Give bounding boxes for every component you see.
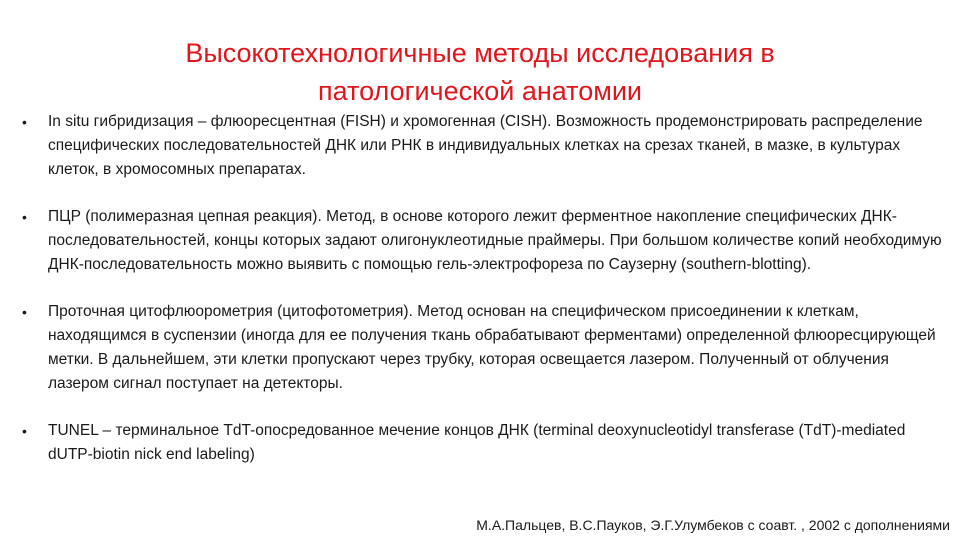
method-description: Метод основан на специфическом присоединении к клеткам, находящимся в суспензии (иногда для ее получения ткань обрабатывают ферментами) определенной флюоресцирующей метки. В дальнейшем, эти клетки пропускают через трубку, которая освещается лазером. Полученный от облучения лазером сигнал поступает на детекторы.: [48, 303, 936, 392]
method-term: Проточная цитофлюорометрия (цитофотометрия).: [48, 303, 413, 320]
list-item-tunel: [22, 419, 950, 467]
list-item-pcr: [22, 205, 950, 277]
bullet-icon: •: [22, 304, 27, 320]
method-term: ПЦР (полимеразная цепная реакция).: [48, 208, 322, 225]
bullet-icon: •: [22, 423, 27, 439]
list-item-in-situ: [22, 110, 950, 182]
slide-title-line-2: патологической анатомии: [318, 76, 642, 106]
method-description: Возможность продемонстрировать распределение специфических последовательностей ДНК или РНК в индивидуальных клетках на срезах тканей, в мазке, в культурах клеток, в хромосомных препаратах.: [48, 113, 923, 178]
method-term: In situ гибридизация – флюоресцентная (FISH) и хромогенная (CISH).: [48, 113, 552, 130]
slide-title-line-1: Высокотехнологичные методы исследования в: [185, 38, 775, 68]
methods-list: [22, 110, 950, 490]
method-description: – терминальное TdT-опосредованное мечение концов ДНК (terminal deoxynucleotidyl transferase (TdT)-mediated dUTP-biotin nick end labeling): [48, 422, 906, 463]
method-description: Метод, в основе которого лежит ферментное накопление специфических ДНК-последовательностей, концы которых задают олигонуклеотидные праймеры. При большом количестве копий необходимую ДНК-последовательность можно выявить с помощью гель-электрофореза по Саузерну (southern-blotting).: [48, 208, 942, 273]
slide-title: [0, 34, 960, 110]
bullet-icon: •: [22, 209, 27, 225]
method-term: TUNEL: [48, 422, 99, 439]
bullet-icon: •: [22, 114, 27, 130]
list-item-flow-cytometry: [22, 300, 950, 396]
reference-citation: М.А.Пальцев, В.С.Пауков, Э.Г.Улумбеков с соавт. , 2002 с дополнениями: [476, 517, 950, 533]
